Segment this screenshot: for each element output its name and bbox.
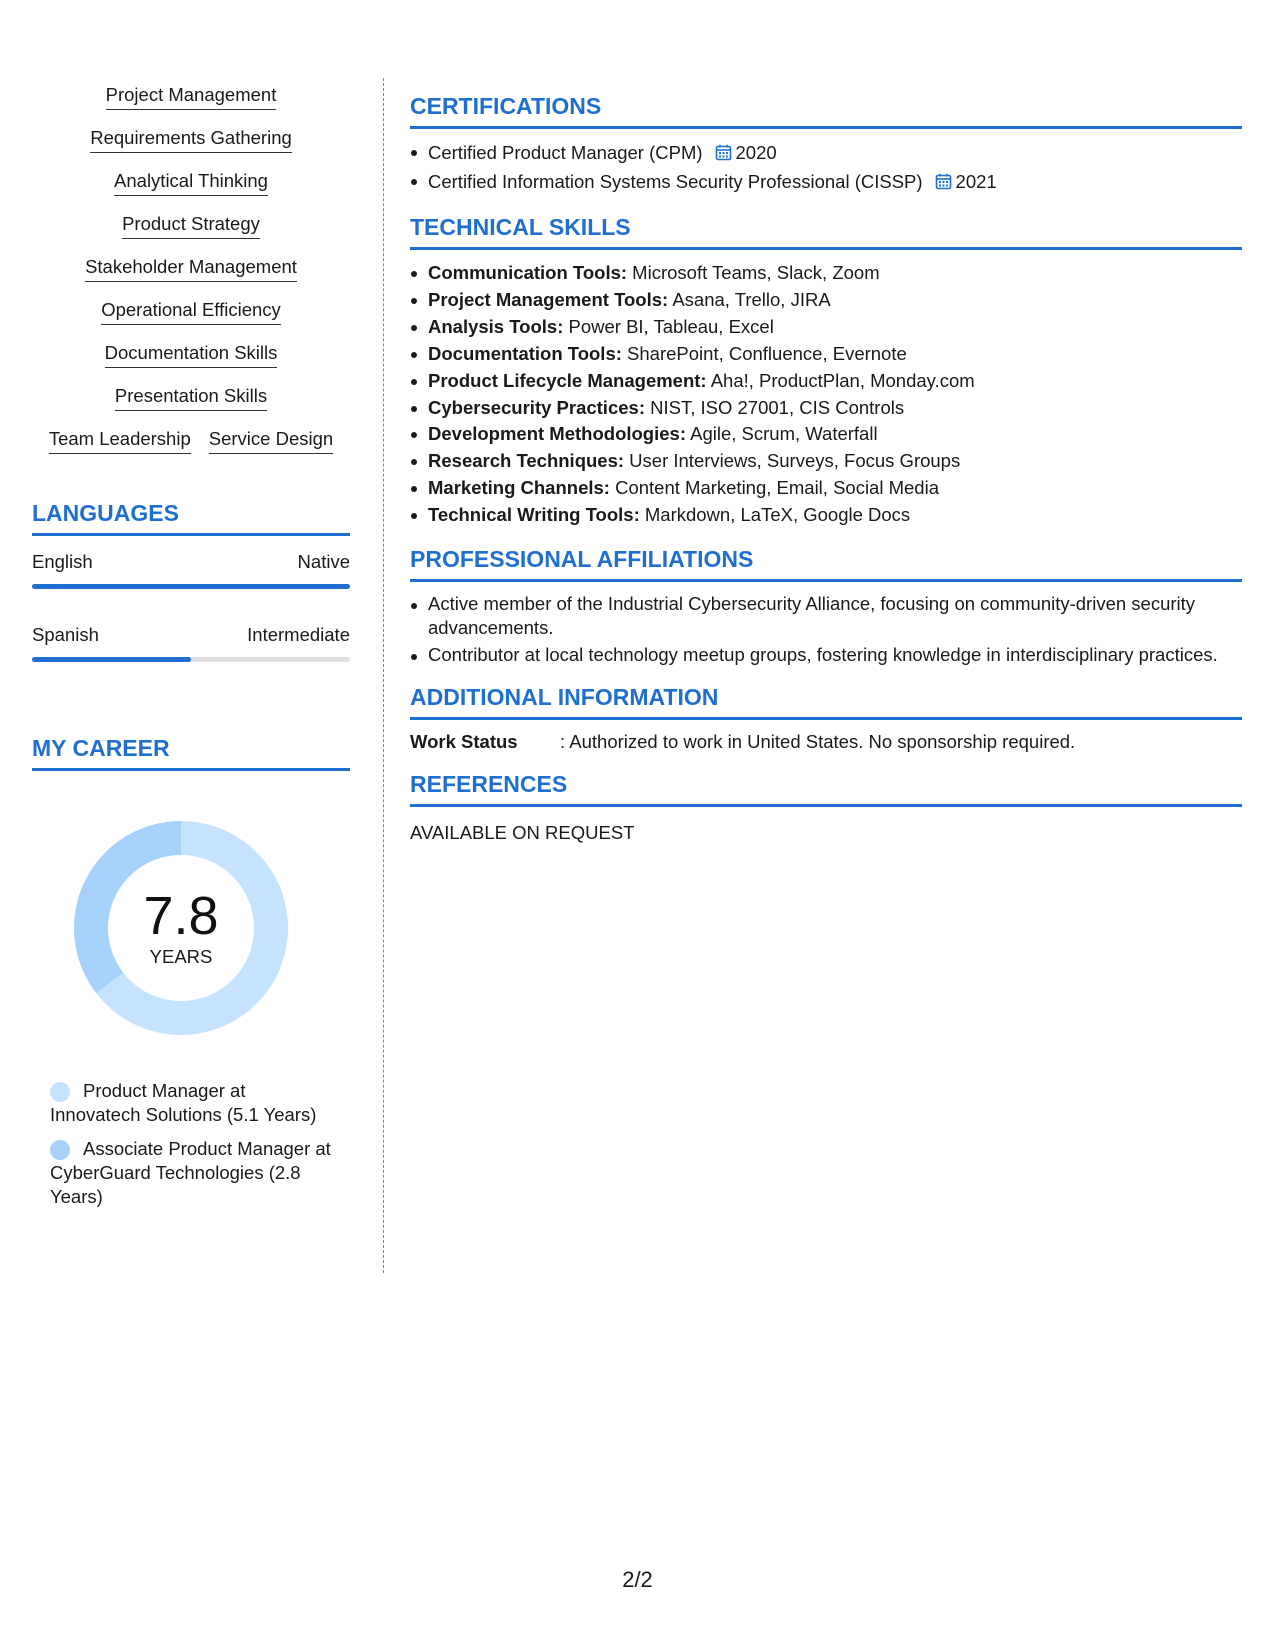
affiliation-item: Contributor at local technology meetup groups, fostering knowledge in interdisciplinary practices. [410,643,1242,667]
certification-item [410,139,1242,168]
technical-skill-item [410,475,1242,502]
technical-skills-section [410,213,1242,529]
technical-skill-item [410,395,1242,422]
technical-skill-value: Power BI, Tableau, Excel [563,315,774,337]
career-total-unit: YEARS [149,946,213,967]
career-legend-item [50,1137,340,1209]
right-column [410,92,1242,861]
certifications-section [410,92,1242,197]
language-bar-fill [32,584,350,589]
references-text: AVAILABLE ON REQUEST [410,822,635,844]
technical-skill-item [410,368,1242,395]
calendar-icon [715,141,732,168]
certification-name: Certified Information Systems Security Professional (CISSP) [428,171,923,192]
references-heading: REFERENCES [410,770,1242,807]
certifications-heading: CERTIFICATIONS [410,92,1242,129]
skill-tag: Presentation Skills [115,385,267,411]
technical-skills-heading: TECHNICAL SKILLS [410,213,1242,250]
work-status-value: : Authorized to work in United States. No sponsorship required. [560,731,1076,753]
language-bar-track [32,657,350,662]
certification-name: Certified Product Manager (CPM) [428,142,703,163]
technical-skill-label: Communication Tools: [428,262,628,283]
technical-skill-label: Technical Writing Tools: [428,504,640,526]
certification-year: 2020 [735,142,777,163]
skill-tag: Documentation Skills [105,342,278,368]
language-level: Intermediate [247,624,350,645]
legend-dot-icon [50,1140,70,1160]
skill-tag: Product Strategy [122,213,260,239]
career-legend [50,1079,340,1209]
language-item [32,623,350,662]
certification-item [410,168,1242,197]
technical-skill-item [410,448,1242,475]
technical-skill-label: Development Methodologies: [428,423,686,445]
skill-tag: Team Leadership [49,428,191,454]
technical-skill-label: Marketing Channels: [428,477,610,499]
technical-skill-label: Cybersecurity Practices: [428,396,645,418]
certification-year: 2021 [955,171,997,192]
affiliations-section [410,545,1242,667]
references-section [410,770,1242,845]
languages-heading: LANGUAGES [32,499,350,536]
technical-skill-item [410,421,1242,448]
career-legend-label: Product Manager at Innovatech Solutions (5.1 Years) [50,1080,317,1125]
technical-skill-label: Project Management Tools: [428,288,669,310]
career-legend-item [50,1079,340,1127]
column-divider [383,78,384,1273]
career-donut [66,813,296,1043]
technical-skill-label: Product Lifecycle Management: [428,369,707,391]
left-column [32,84,350,1219]
affiliation-item: Active member of the Industrial Cybersecurity Alliance, focusing on community-driven security advancements. [410,592,1242,640]
language-level: Native [297,551,350,572]
technical-skill-value: User Interviews, Surveys, Focus Groups [624,450,961,472]
affiliations-heading: PROFESSIONAL AFFILIATIONS [410,545,1242,582]
language-item [32,550,350,589]
technical-skill-item [410,287,1242,314]
technical-skill-label: Research Techniques: [428,450,625,472]
technical-skill-value: Agile, Scrum, Waterfall [686,423,878,445]
skill-tag: Project Management [106,84,277,110]
calendar-icon [935,170,952,197]
skill-tag: Service Design [209,428,333,454]
language-bar-fill [32,657,191,662]
skill-tag: Stakeholder Management [85,256,297,282]
technical-skill-item [410,260,1242,287]
technical-skill-item [410,502,1242,529]
skill-tag: Operational Efficiency [101,299,281,325]
skill-tag: Requirements Gathering [90,127,292,153]
technical-skill-value: NIST, ISO 27001, CIS Controls [644,396,905,418]
career-heading: MY CAREER [32,734,350,771]
skills-list [32,84,350,471]
technical-skill-label: Analysis Tools: [428,315,564,337]
technical-skill-label: Documentation Tools: [428,342,622,364]
language-bar-track [32,584,350,589]
technical-skill-item [410,341,1242,368]
page-number: 2/2 [622,1567,653,1592]
technical-skill-value: Asana, Trello, JIRA [668,288,831,310]
language-name: English [32,551,93,572]
skill-tag: Analytical Thinking [114,170,268,196]
additional-info-heading: ADDITIONAL INFORMATION [410,683,1242,720]
technical-skill-value: Content Marketing, Email, Social Media [609,477,939,499]
legend-dot-icon [50,1082,70,1102]
language-name: Spanish [32,624,99,645]
work-status-label: Work Status [410,731,518,753]
additional-info-section [410,683,1242,754]
technical-skill-item [410,314,1242,341]
technical-skill-value: Microsoft Teams, Slack, Zoom [627,262,880,283]
technical-skill-value: SharePoint, Confluence, Evernote [621,342,907,364]
career-total-value: 7.8 [143,886,219,946]
technical-skill-value: Aha!, ProductPlan, Monday.com [706,369,975,391]
career-legend-label: Associate Product Manager at CyberGuard Technologies (2.8 Years) [50,1138,331,1207]
technical-skill-value: Markdown, LaTeX, Google Docs [639,504,911,526]
